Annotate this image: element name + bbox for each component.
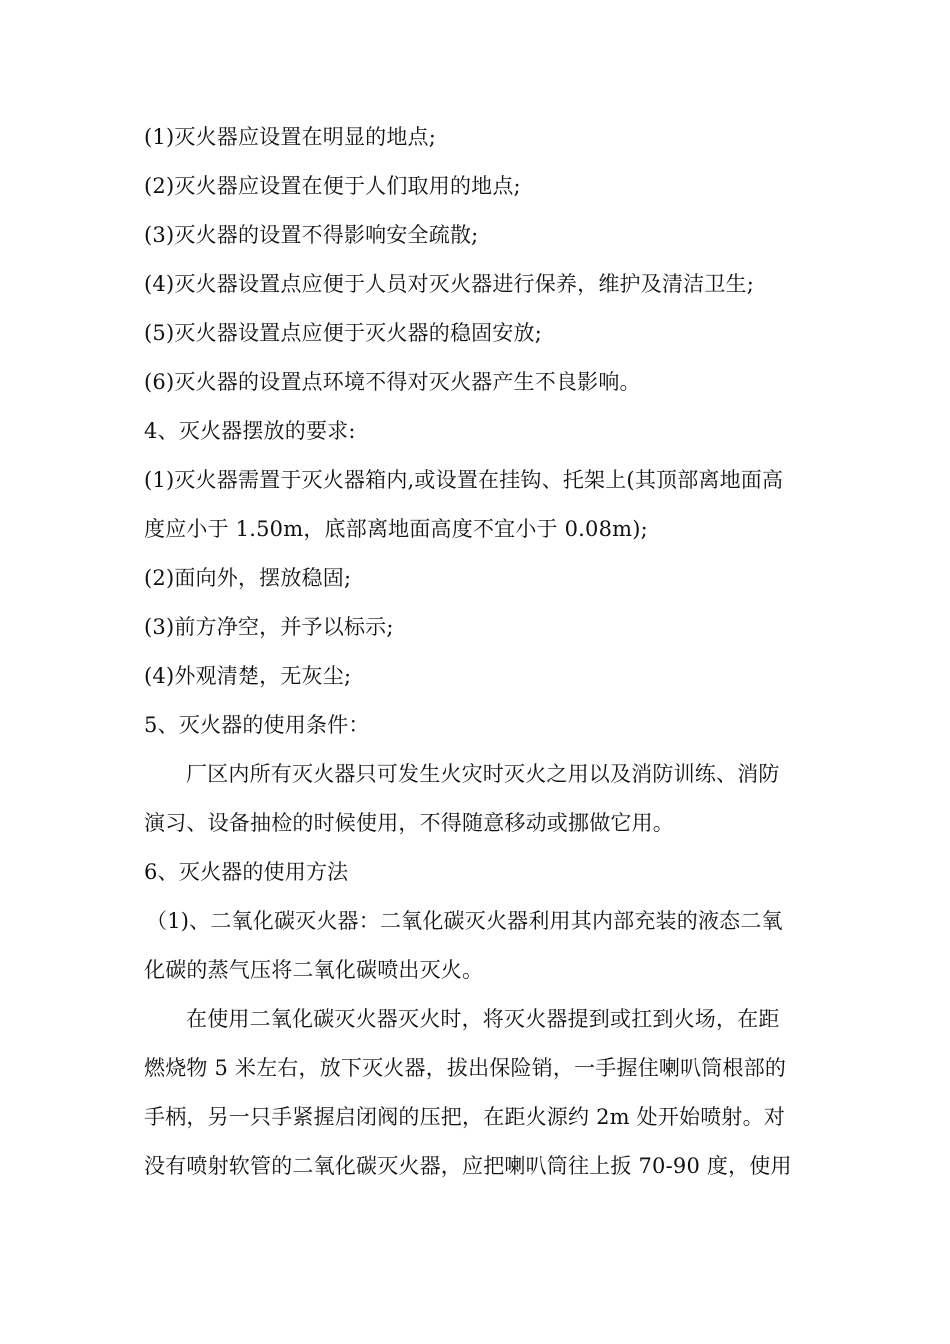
text-line: (1)灭火器需置于灭火器箱内,或设置在挂钩、托架上(其顶部离地面高: [144, 468, 784, 492]
paragraph-line: 手柄，另一只手紧握启闭阀的压把，在距火源约 2m 处开始喷射。对: [144, 1105, 786, 1129]
paragraph-line: 厂区内所有灭火器只可发生火灾时灭火之用以及消防训练、消防: [186, 762, 780, 786]
text-line: (2)灭火器应设置在便于人们取用的地点;: [144, 174, 521, 198]
text-line: (3)前方净空，并予以标示;: [144, 615, 394, 639]
section-heading: 5、灭火器的使用条件：: [144, 713, 370, 737]
text-line: (2)面向外，摆放稳固;: [144, 566, 352, 590]
text-line: (5)灭火器设置点应便于灭火器的稳固安放;: [144, 321, 543, 345]
text-line: (3)灭火器的设置不得影响安全疏散;: [144, 223, 479, 247]
paragraph-line: （1)、二氧化碳灭火器：二氧化碳灭火器利用其内部充装的液态二氧: [146, 909, 783, 933]
document-body: [144, 113, 810, 1191]
text-line: (4)灭火器设置点应便于人员对灭火器进行保养，维护及清洁卫生;: [144, 272, 755, 296]
paragraph-line: 没有喷射软管的二氧化碳灭火器，应把喇叭筒往上扳 70-90 度，使用: [144, 1154, 792, 1178]
section-heading: 4、灭火器摆放的要求:: [144, 419, 356, 443]
section-heading: 6、灭火器的使用方法: [144, 860, 349, 884]
text-line: (6)灭火器的设置点环境不得对灭火器产生不良影响。: [144, 370, 641, 394]
text-line: (1)灭火器应设置在明显的地点;: [144, 125, 437, 149]
paragraph-line: 在使用二氧化碳灭火器灭火时，将灭火器提到或扛到火场，在距: [186, 1007, 780, 1031]
text-line: 度应小于 1.50m，底部离地面高度不宜小于 0.08m);: [144, 517, 648, 541]
text-line: (4)外观清楚，无灰尘;: [144, 664, 352, 688]
paragraph-line: 演习、设备抽检的时候使用，不得随意移动或挪做它用。: [144, 811, 674, 835]
paragraph-line: 化碳的蒸气压将二氧化碳喷出灭火。: [144, 958, 484, 982]
paragraph-line: 燃烧物 5 米左右，放下灭火器，拔出保险销，一手握住喇叭筒根部的: [144, 1056, 787, 1080]
